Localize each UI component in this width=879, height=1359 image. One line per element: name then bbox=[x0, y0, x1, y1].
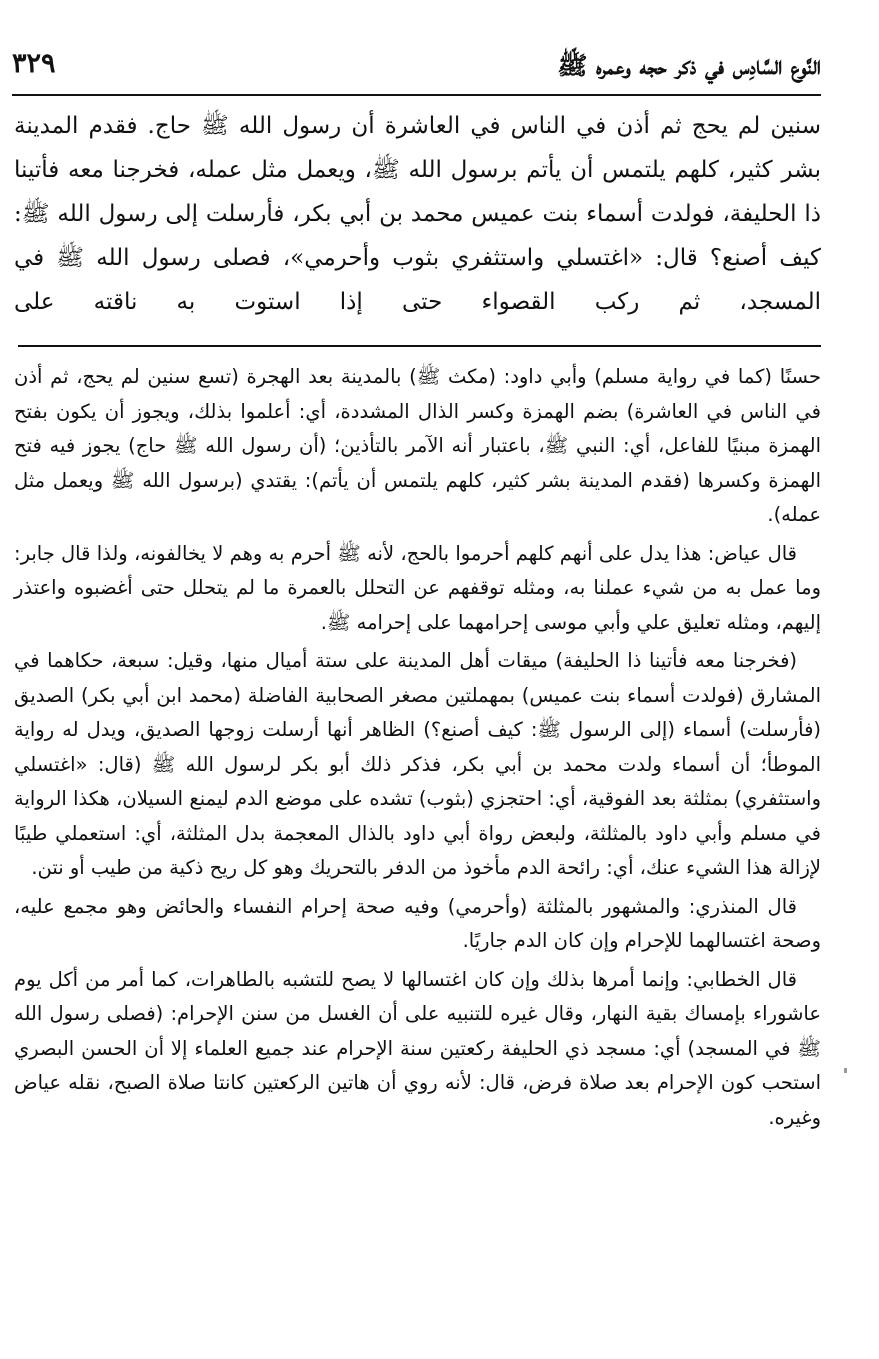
section-divider bbox=[18, 345, 821, 347]
page-header bbox=[12, 44, 821, 96]
commentary-paragraph: قال الخطابي: وإنما أمرها بذلك وإن كان اغتسالها لا يصح للتشبه بالطاهرات، كما أمر من أكل يوم عاشوراء بإمساك بقية النهار، وقال غيره للتنبيه على أن الغسل من سنن الإحرام: (فصلى رسول الله ﷺ في المسجد) أي: مسجد ذي الحليفة ركعتين سنة الإحرام عند جميع العلماء إلا أن الحسن البصري استحب كون الإحرام بعد صلاة فرض، قال: لأنه روي أن هاتين الركعتين كانتا صلاة الصبح، نقله عياض وغيره. bbox=[14, 967, 821, 1129]
commentary-paragraph: قال المنذري: والمشهور بالمثلثة (وأحرمي) وفيه صحة إحرام النفساء والحائض وهو مجمع عليه، وصحة اغتسالهما للإحرام وإن كان الدم جاريًا. bbox=[14, 894, 821, 952]
running-title: النَّوع السَّادِس في ذكر حجه وعمره ﷺ bbox=[557, 51, 821, 80]
commentary-paragraph: (فخرجنا معه فأتينا ذا الحليفة) ميقات أهل المدينة على ستة أميال منها، وقيل: سبعة، حكاهما في المشارق (فولدت أسماء بنت عميس) بمهملتين مصغر الصحابية الفاضلة (محمد ابن أبي بكر) الصديق (فأرسلت) أسماء (إلى الرسول ﷺ: كيف أصنع؟) الظاهر أنها أرسلت زوجها الصديق، ويدل له رواية الموطأ؛ أن أسماء ولدت محمد بن أبي بكر، فذكر ذلك أبو بكر لرسول الله ﷺ (قال: «اغتسلي واستثفري) بمثلثة بعد الفوقية، أي: احتجزي (بثوب) تشده على موضع الدم ليمنع السيلان، هكذا الرواية في مسلم وأبي داود بالمثلثة، ولبعض رواة أبي داود بالذال المعجمة بدل المثلثة، أي: استعملي طيبًا لإزالة هذا الشيء عنك، أي: رائحة الدم مأخوذ من الدفر بالتحريك وهو كل ريح ذكية من طيب أو نتن. bbox=[14, 649, 821, 879]
main-paragraph: سنين لم يحج ثم أذن في الناس في العاشرة أن رسول الله ﷺ حاج. فقدم المدينة بشر كثير، كلهم يلتمس أن يأتم برسول الله ﷺ، ويعمل مثل عمله، فخرجنا معه فأتينا ذا الحليفة، فولدت أسماء بنت عميس محمد بن أبي بكر، فأرسلت إلى رسول الله ﷺ: كيف أصنع؟ قال: «اغتسلي واستثفري بثوب وأحرمي»، فصلى رسول الله ﷺ في المسجد، ثم ركب القصواء حتى إذا استوت به ناقته على bbox=[14, 113, 821, 315]
scan-speck bbox=[844, 1068, 847, 1073]
commentary-paragraph: حسنًا (كما في رواية مسلم) وأبي داود: (مكث ﷺ) بالمدينة بعد الهجرة (تسع سنين لم يحج، ثم أذن في الناس في العاشرة) بضم الهمزة وكسر الذال المشددة، أي: أعلموا بذلك، ويجوز أن يكون بفتح الهمزة مبنيًا للفاعل، أي: النبي ﷺ، باعتبار أنه الآمر بالتأذين؛ (أن رسول الله ﷺ حاج) يجوز فيه فتح الهمزة وكسرها (فقدم المدينة بشر كثير، كلهم يلتمس أن يأتم): يقتدي (برسول الله ﷺ ويعمل مثل عمله). bbox=[14, 365, 821, 526]
commentary-text bbox=[14, 360, 821, 1139]
page-number: ٣٢٩ bbox=[12, 48, 56, 79]
hadith-main-text bbox=[14, 104, 821, 324]
commentary-paragraph: قال عياض: هذا يدل على أنهم كلهم أحرموا بالحج، لأنه ﷺ أحرم به وهم لا يخالفونه، ولذا قال جابر: وما عمل به من شيء عملنا به، ومثله توقفهم عن التحلل بالعمرة ما لم يتحلل حتى أغضبوه واعتذر إليهم، ومثله تعليق علي وأبي موسى إحرامهما على إحرامه ﷺ. bbox=[14, 541, 821, 634]
